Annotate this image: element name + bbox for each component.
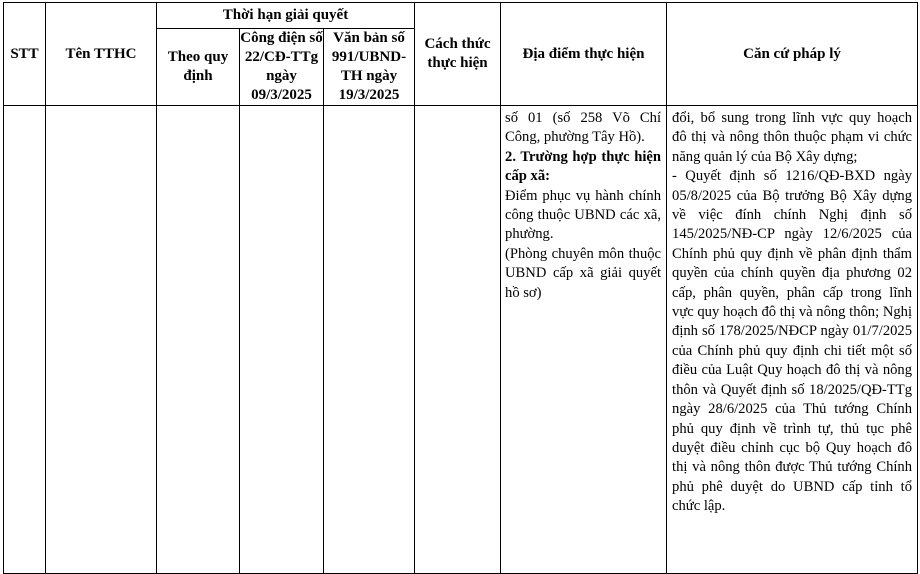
cell-stt [4, 106, 46, 574]
header-van-ban: Văn bản số 991/UBND-TH ngày 19/3/2025 [324, 29, 415, 106]
header-cong-dien: Công điện số 22/CĐ-TTg ngày 09/3/2025 [240, 29, 324, 106]
header-cach-thuc: Cách thức thực hiện [415, 3, 501, 106]
cell-dia-diem [501, 106, 667, 574]
legal-para-1: đổi, bổ sung trong lĩnh vực quy hoạch đô thị và nông thôn thuộc phạm vi chức năng quản lý của Bộ Xây dựng; [672, 110, 913, 165]
location-heading-2: 2. Trường hợp thực hiện cấp xã: [505, 148, 662, 185]
header-theo-quy-dinh: Theo quy định [157, 29, 240, 106]
legal-para-2: - Quyết định số 1216/QĐ-BXD ngày 05/8/2025 của Bộ trưởng Bộ Xây dựng về việc đính chính Nghị định số 145/2025/NĐ-CP ngày 12/6/2025 của Chính phủ quy định về phân định thẩm quyền của chính quyền địa phương 02 cấp, phân quyền, phân cấp trong lĩnh vực quy hoạch đô thị và nông thôn; Nghị định số 178/2025/NĐCP ngày 01/7/2025 của Chính phủ quy định chi tiết một số điều của Luật Quy hoạch đô thị và nông thôn và Quyết định số 18/2025/QĐ-TTg ngày 28/6/2025 của Thủ tướng Chính phủ quy định về trình tự, thủ tục phê duyệt điều chỉnh cục bộ Quy hoạch đô thị và nông thôn được Thủ tướng Chính phủ phê duyệt do UBND cấp tỉnh tổ chức lập. [672, 168, 913, 515]
header-dia-diem: Địa điểm thực hiện [501, 3, 667, 106]
cell-cong-dien [240, 106, 324, 574]
header-stt: STT [4, 3, 46, 106]
cell-ten-tthc [46, 106, 157, 574]
table-row [4, 106, 918, 574]
cell-van-ban [324, 106, 415, 574]
header-can-cu: Căn cứ pháp lý [667, 3, 918, 106]
location-line-3: (Phòng chuyên môn thuộc UBND cấp xã giải quyết hồ sơ) [505, 245, 662, 301]
header-ten-tthc: Tên TTHC [46, 3, 157, 106]
procedure-table [3, 2, 918, 574]
location-line-2: Điểm phục vụ hành chính công thuộc UBND các xã, phường. [505, 187, 662, 243]
location-line-1: số 01 (số 258 Võ Chí Công, phường Tây Hồ). [505, 110, 662, 146]
cell-can-cu [667, 106, 918, 574]
cell-theo-quy-dinh [157, 106, 240, 574]
header-thoi-han: Thời hạn giải quyết [157, 3, 415, 29]
cell-cach-thuc [415, 106, 501, 574]
header-row-top [4, 3, 918, 29]
